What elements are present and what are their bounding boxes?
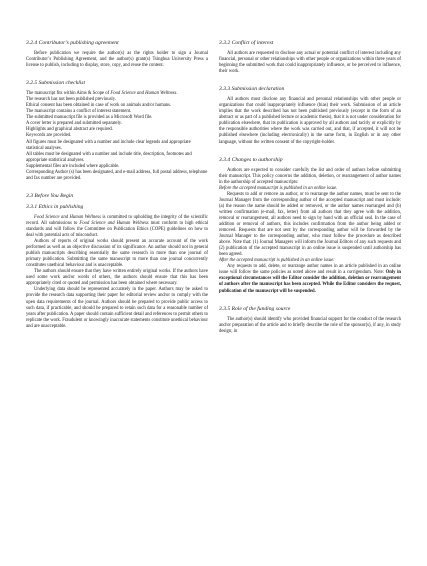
section-heading-3-3-3: 3.3.3 Submission declaration	[219, 86, 285, 93]
checklist-item: The manuscript fits within Aims & Scope of Food Science and Human Wellness.	[26, 91, 178, 97]
publishing-agreement-paragraph: Before publication we require the author(s) as the rights holder to sign a Journal Contributor’s Publishing Agreement, and the author(s) grant(s) Tsinghua University Press a license to publish, including to display, store, copy, and reuse the content.	[26, 51, 208, 69]
checklist-item: The research has not been published previously.	[26, 97, 116, 103]
left-column	[26, 40, 208, 330]
conflict-of-interest-paragraph: All authors are requested to disclose any actual or potential conflict of interest including any financial, personal or other relationships with other people or organizations within three years of beginning the submitted work that could inappropriately influence, or be perceived to influence, their work.	[219, 51, 401, 75]
section-heading-3-3-1: 3.3.1 Ethics in publishing	[26, 203, 84, 210]
checklist-item: The submitted manuscript file is provided as a Microsoft Word file.	[26, 115, 153, 121]
checklist-item: Keywords are provided.	[26, 133, 72, 139]
checklist-item: Corresponding Author (s) has been designated, and e-mail address, full postal address, telephone and fax number are provided.	[26, 169, 208, 181]
section-heading-3-3: 3.3 Before You Begin	[26, 192, 74, 199]
ethics-paragraph-1: Food Science and Human Wellness is committed to upholding the integrity of the scientific record. All submissions to Food Science and Human Wellness must conform to high ethical standards and will follow the Committee on Publication Ethics (COPE) guidelines on how to deal with potential acts of misconduct.	[26, 214, 208, 238]
ethics-paragraph-4: Underlying data should be represented accurately in the paper. Authors may be asked to provide the research data supporting their paper for editorial review and/or to comply with the open data requirements of the journal. Authors should be prepared to provide public access to such data, if practicable, and should be prepared to retain such data for a reasonable number of years after publication. A paper should contain sufficient detail and references to permit others to replicate the work. Fraudulent or knowingly inaccurate statements constitute unethical behaviour and are unacceptable.	[26, 287, 208, 329]
section-heading-3-2-5: 3.2.5 Submission checklist	[26, 80, 86, 87]
section-heading-3-3-5: 3.3.5 Role of the funding source	[219, 305, 291, 312]
checklist-item: Ethical consent has been obtained in case of work on animals and/or humans.	[26, 103, 172, 109]
section-heading-3-2-4: 3.2.4 Contributor’s publishing agreement	[26, 40, 119, 46]
authorship-before-note: Before the accepted manuscript is published in an online issue.	[219, 185, 338, 191]
checklist-item: The manuscript contains a conflict of interest statement.	[26, 109, 132, 115]
authorship-paragraph-1: Authors are expected to consider carefully the list and order of authors before submitting their manuscript. This policy concerns the addition, deletion, or rearrangement of author names in the authorship of accepted manuscripts:	[219, 167, 401, 185]
checklist-item: All figures must be designated with a number and include clear legends and appropriate statistical analyses.	[26, 139, 191, 151]
submission-checklist	[26, 91, 208, 182]
submission-declaration-paragraph: All authors must disclose any financial and personal relationships with other people or organizations that could inappropriately influence (bias) their work. Submission of an article implies that the work described has not been published previously (except in the form of an abstract or as part of a published lecture or academic thesis), that it is not under consideration for publication elsewhere, that its publication is approved by all authors and tacitly or explicitly by the responsible authorities where the work was carried out, and that, if accepted, it will not be published elsewhere (including electronically) in the same form, in English or in any other language, without the written consent of the copyright-holder.	[219, 97, 401, 145]
authorship-after-note: After the accepted manuscript is published in an online issue:	[219, 258, 335, 264]
checklist-item: Highlights and graphical abstract are required.	[26, 127, 113, 133]
ethics-paragraph-2: Authors of reports of original works should present an accurate account of the work performed as well as an objective discussion of its significance. An author should not in general publish manuscripts describing essentially the same research in more than one journal of primary publication. Submitting the same manuscript to more than one journal concurrently constitutes unethical behaviour and is unacceptable.	[26, 239, 208, 269]
checklist-item: Supplemental files are included where applicable.	[26, 163, 120, 169]
section-heading-3-3-2: 3.3.2 Conflict of interest	[219, 40, 274, 46]
ethics-paragraph-3: The authors should ensure that they have written entirely original works. If the authors have used some work and/or words of others, the authors should ensure that this has been appropriately cited or quoted and permission has been obtained where necessary.	[26, 269, 208, 287]
right-column	[219, 40, 401, 335]
section-heading-3-3-4: 3.3.4 Changes to authorship	[219, 156, 283, 163]
checklist-item: All tables must be designated with a number and include title, description, footnotes and appropriate statistical analyses.	[26, 151, 192, 163]
funding-source-paragraph: The author(s) should identify who provided financial support for the conduct of the research and/or preparation of the article and to briefly describe the role of the sponsor(s), if any, in study design; in	[219, 316, 401, 334]
authorship-paragraph-3: Any requests to add, delete, or rearrange author names in an article published in an online issue will follow the same policies as noted above and result in a corrigendum. Note: Only in exceptional circumstances will the Editor consider the addition, deletion or rearrangement of authors after the manuscript has been accepted. While the Editor considers the request, publication of the manuscript will be suspended.	[219, 264, 401, 294]
checklist-item: A cover letter is prepared and submitted separately.	[26, 121, 123, 127]
authorship-paragraph-2: Requests to add or remove an author, or to rearrange the author names, must be sent to the Journal Manager from the corresponding author of the accepted manuscript and must include: (a) the reason the name should be added or removed, or the author names rearranged and (b) written confirmation (e-mail, fax, letter) from all authors that they agree with the addition, removal or rearrangement, all authors need to sign by hand with an official seal. In the case of addition or removal of authors, this includes confirmation from the author being added or removed. Requests that are not sent by the corresponding author will be forwarded by the Journal Manager to the corresponding author, who must follow the procedure as described above. Note that: (1) Journal Managers will inform the Journal Editors of any such requests and (2) publication of the accepted manuscript in an online issue is suspended until authorship has been agreed.	[219, 191, 401, 258]
